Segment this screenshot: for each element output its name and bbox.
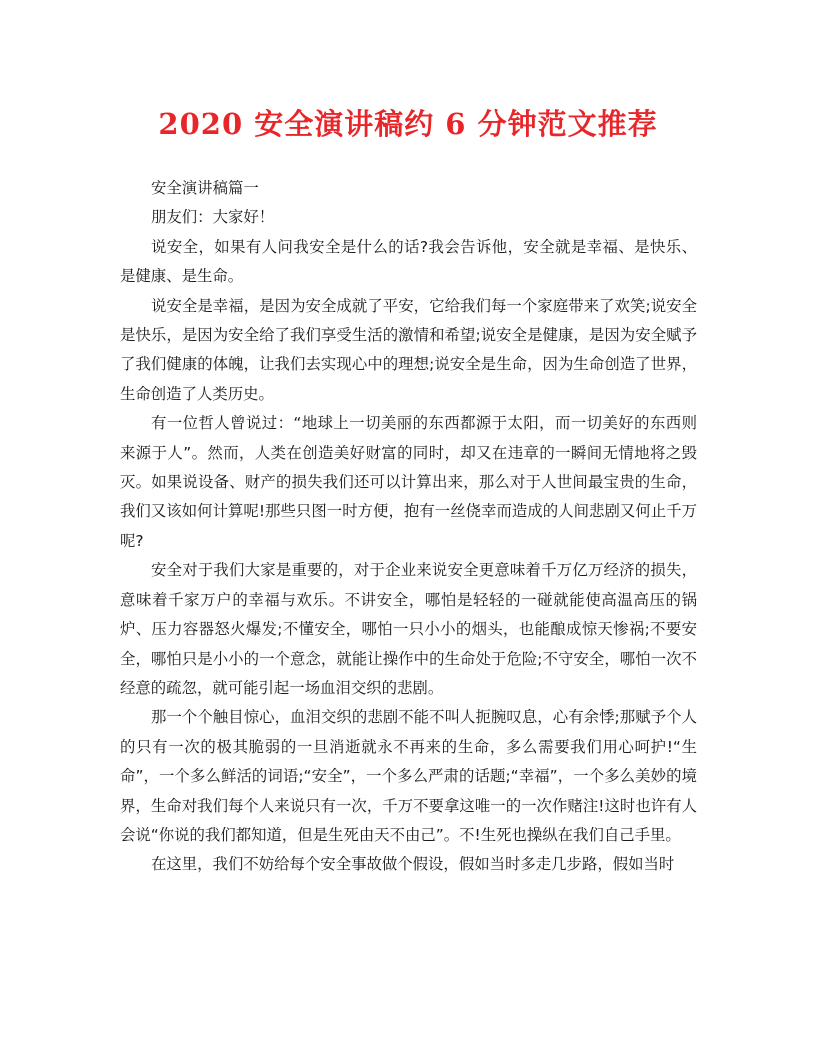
salutation: 朋友们：大家好！: [151, 208, 275, 227]
document-title: 2020 安全演讲稿约 6 分钟范文推荐: [158, 107, 658, 141]
paragraph: 说安全是幸福，是因为安全成就了平安，它给我们每一个家庭带来了欢笑;说安全是快乐，是因为安全给了我们享受生活的激情和希望;说安全是健康，是因为安全赋予了我们健康的体魄，让我们去实现心中的理想;说安全是生命，因为生命创造了世界，生命创造了人类历史。: [120, 296, 697, 403]
document-body: [120, 174, 697, 880]
paragraph: 有一位哲人曾说过：“地球上一切美丽的东西都源于太阳，而一切美好的东西则来源于人”。然而，人类在创造美好财富的同时，却又在违章的一瞬间无情地将之毁灭。如果说设备、财产的损失我们还可以计算出来，那么对于人世间最宝贵的生命，我们又该如何计算呢!那些只图一时方便，抱有一丝侥幸而造成的人间悲剧又何止千万呢?: [120, 414, 697, 550]
paragraph: 在这里，我们不妨给每个安全事故做个假设，假如当时多走几步路，假如当时: [151, 855, 675, 874]
section-heading: 安全演讲稿篇一: [151, 179, 259, 197]
paragraph: 那一个个触目惊心，血泪交织的悲剧不能不叫人扼腕叹息，心有余悸;那赋予个人的只有一次的极其脆弱的一旦消逝就永不再来的生命，多么需要我们用心呵护!“生命”，一个多么鲜活的词语;“安全”，一个多么严肃的话题;“幸福”，一个多么美妙的境界，生命对我们每个人来说只有一次，千万不要拿这唯一的一次作赌注!这时也许有人会说“你说的我们都知道，但是生死由天不由己”。不!生死也操纵在我们自己手里。: [120, 708, 697, 844]
paragraph: 安全对于我们大家是重要的，对于企业来说安全更意味着千万亿万经济的损失，意味着千家万户的幸福与欢乐。不讲安全，哪怕是轻轻的一碰就能使高温高压的锅炉、压力容器怒火爆发;不懂安全，哪怕一只小小的烟头，也能酿成惊天惨祸;不要安全，哪怕只是小小的一个意念，就能让操作中的生命处于危险;不守安全，哪怕一次不经意的疏忽，就可能引起一场血泪交织的悲剧。: [120, 561, 697, 697]
paragraph: 说安全，如果有人问我安全是什么的话?我会告诉他，安全就是幸福、是快乐、是健康、是生命。: [120, 237, 697, 286]
